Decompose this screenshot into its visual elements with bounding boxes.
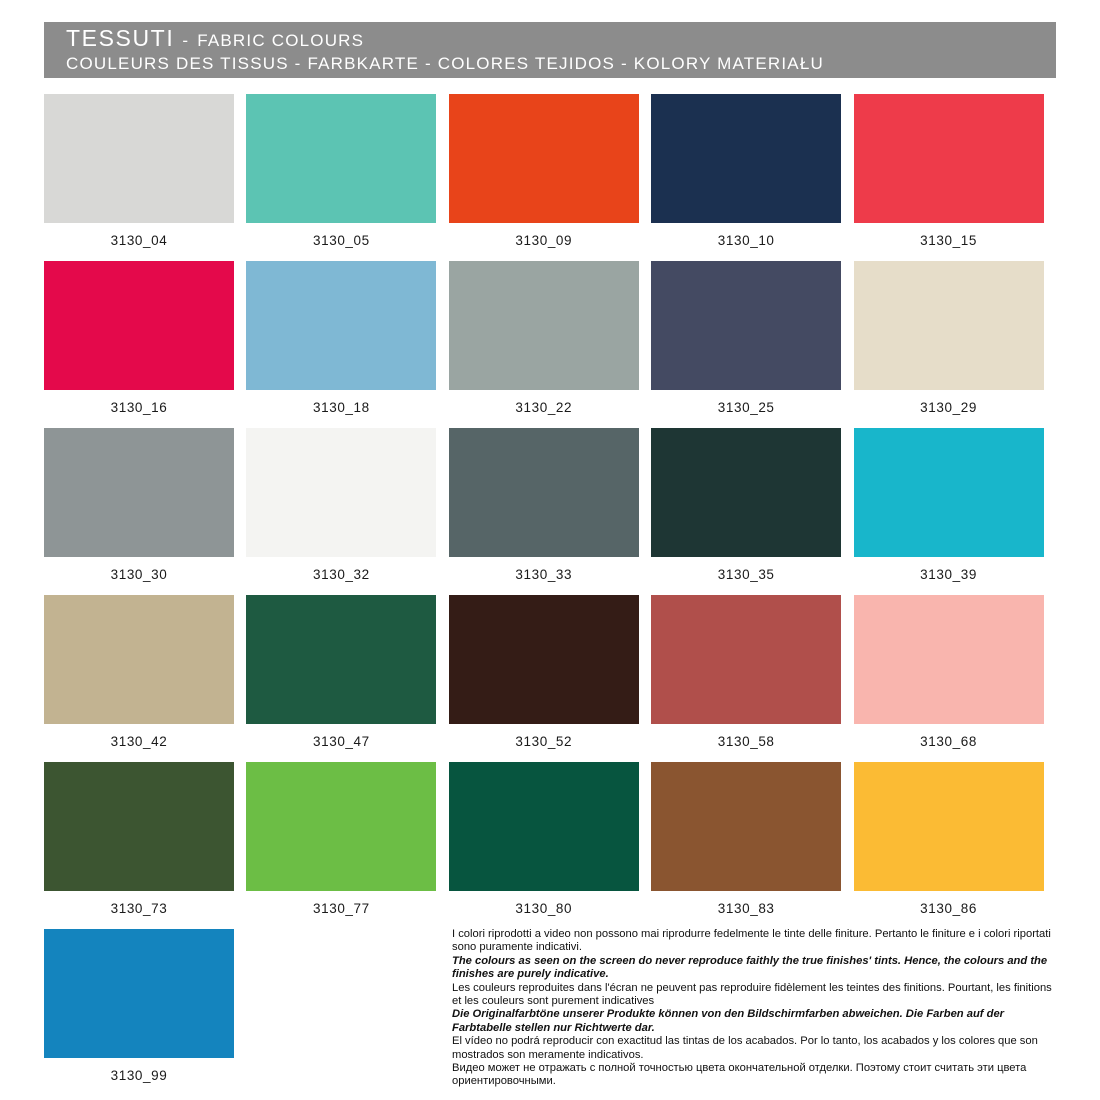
disclaimer-block [452, 928, 1056, 1089]
swatch-cell[interactable] [44, 261, 246, 428]
disclaimer-fr: Les couleurs reproduites dans l'écran ne peuvent pas reproduire fidèlement les teintes des finitions. Pourtant, les finitions et les couleurs sont purement indicatives [452, 981, 1052, 1008]
disclaimer-it: I colori riprodotti a video non possono mai riprodurre fedelmente le tinte delle finiture. Pertanto le finiture e i colori riportati sono puramente indicativi. [452, 928, 1051, 954]
colour-swatch[interactable] [651, 595, 841, 724]
colour-swatch[interactable] [449, 94, 639, 223]
swatch-cell[interactable] [246, 595, 448, 762]
swatch-code-label: 3130_77 [313, 901, 370, 916]
swatch-code-label: 3130_29 [920, 400, 977, 415]
colour-swatch[interactable] [246, 94, 436, 223]
swatch-cell[interactable] [449, 595, 651, 762]
colour-swatch[interactable] [246, 595, 436, 724]
colour-swatch[interactable] [44, 595, 234, 724]
disclaimer-es: El vídeo no podrá reproducir con exactitud las tintas de los acabados. Por lo tanto, los acabados y los colores que son mostrados son meramente indicativos. [452, 1035, 1038, 1061]
swatch-cell[interactable] [651, 261, 853, 428]
swatch-code-label: 3130_42 [110, 734, 168, 749]
swatch-code-label: 3130_39 [920, 567, 977, 582]
disclaimer-de: Die Originalfarbtöne unserer Produkte können von den Bildschirmfarben abweichen. Die Farben auf der Farbtabelle stellen nur Richtwerte dar. [452, 1008, 1005, 1034]
swatch-cell[interactable] [44, 595, 246, 762]
swatch-cell[interactable] [854, 261, 1056, 428]
colour-swatch[interactable] [651, 261, 841, 390]
disclaimer-ru: Видео может не отражать с полной точностью цвета окончательной отделки. Поэтому стоит считать эти цвета ориентировочными. [452, 1062, 1027, 1088]
swatch-code-label: 3130_47 [313, 734, 370, 749]
swatch-code-label: 3130_33 [515, 567, 573, 582]
colour-swatch[interactable] [44, 762, 234, 891]
swatch-cell[interactable] [651, 94, 853, 261]
colour-swatch[interactable] [854, 762, 1044, 891]
swatch-cell[interactable] [246, 94, 448, 261]
swatch-code-label: 3130_30 [110, 567, 168, 582]
colour-swatch[interactable] [854, 94, 1044, 223]
swatch-cell[interactable] [854, 94, 1056, 261]
swatch-code-label: 3130_32 [313, 567, 370, 582]
swatch-code-label: 3130_83 [717, 901, 775, 916]
swatch-cell[interactable] [651, 595, 853, 762]
header-title-sub: FABRIC COLOURS [197, 31, 365, 50]
swatch-code-label: 3130_22 [515, 400, 573, 415]
swatch-code-label: 3130_86 [920, 901, 977, 916]
swatch-cell[interactable] [449, 94, 651, 261]
colour-swatch[interactable] [651, 428, 841, 557]
swatch-cell[interactable] [246, 762, 448, 929]
swatch-cell[interactable] [854, 762, 1056, 929]
swatch-cell[interactable] [449, 261, 651, 428]
colour-swatch[interactable] [449, 428, 639, 557]
swatch-code-label: 3130_04 [110, 233, 168, 248]
swatch-code-label: 3130_68 [920, 734, 977, 749]
colour-swatch[interactable] [854, 428, 1044, 557]
colour-swatch[interactable] [854, 261, 1044, 390]
colour-swatch[interactable] [246, 428, 436, 557]
colour-swatch[interactable] [651, 94, 841, 223]
header-title-dash: - [182, 31, 190, 50]
colour-swatch[interactable] [44, 929, 234, 1058]
swatch-code-label: 3130_05 [313, 233, 370, 248]
colour-swatch[interactable] [449, 595, 639, 724]
swatch-code-label: 3130_35 [717, 567, 775, 582]
swatch-cell[interactable] [449, 762, 651, 929]
swatch-code-label: 3130_18 [313, 400, 370, 415]
swatch-code-label: 3130_99 [110, 1068, 168, 1083]
swatch-cell[interactable] [854, 428, 1056, 595]
colour-swatch[interactable] [246, 261, 436, 390]
swatch-code-label: 3130_25 [717, 400, 775, 415]
swatch-code-label: 3130_73 [110, 901, 168, 916]
swatch-cell[interactable] [246, 428, 448, 595]
swatch-code-label: 3130_80 [515, 901, 573, 916]
header-banner [44, 22, 1056, 78]
header-title-main: TESSUTI [66, 25, 175, 51]
swatch-cell[interactable] [854, 595, 1056, 762]
header-title [66, 26, 1056, 53]
colour-swatch[interactable] [449, 762, 639, 891]
disclaimer-en: The colours as seen on the screen do never reproduce faithly the true finishes' tints. Hence, the colours and the finishes are purely indicative. [452, 954, 1048, 981]
swatch-cell[interactable] [44, 929, 246, 1096]
swatch-cell[interactable] [44, 762, 246, 929]
colour-swatch[interactable] [44, 428, 234, 557]
colour-swatch[interactable] [449, 261, 639, 390]
swatch-code-label: 3130_15 [920, 233, 977, 248]
colour-swatch[interactable] [651, 762, 841, 891]
colour-swatch[interactable] [44, 94, 234, 223]
swatch-cell[interactable] [246, 261, 448, 428]
swatch-cell[interactable] [44, 428, 246, 595]
swatch-code-label: 3130_09 [515, 233, 573, 248]
header-subtitle: COULEURS DES TISSUS - FARBKARTE - COLORES TEJIDOS - KOLORY MATERIAŁU [66, 54, 824, 73]
swatch-cell[interactable] [651, 428, 853, 595]
swatch-cell[interactable] [651, 762, 853, 929]
swatch-code-label: 3130_10 [717, 233, 775, 248]
swatch-code-label: 3130_58 [717, 734, 775, 749]
swatch-code-label: 3130_52 [515, 734, 573, 749]
swatch-cell[interactable] [44, 94, 246, 261]
swatch-cell[interactable] [449, 428, 651, 595]
swatch-code-label: 3130_16 [110, 400, 168, 415]
colour-swatch[interactable] [44, 261, 234, 390]
colour-swatch[interactable] [246, 762, 436, 891]
colour-swatch[interactable] [854, 595, 1044, 724]
